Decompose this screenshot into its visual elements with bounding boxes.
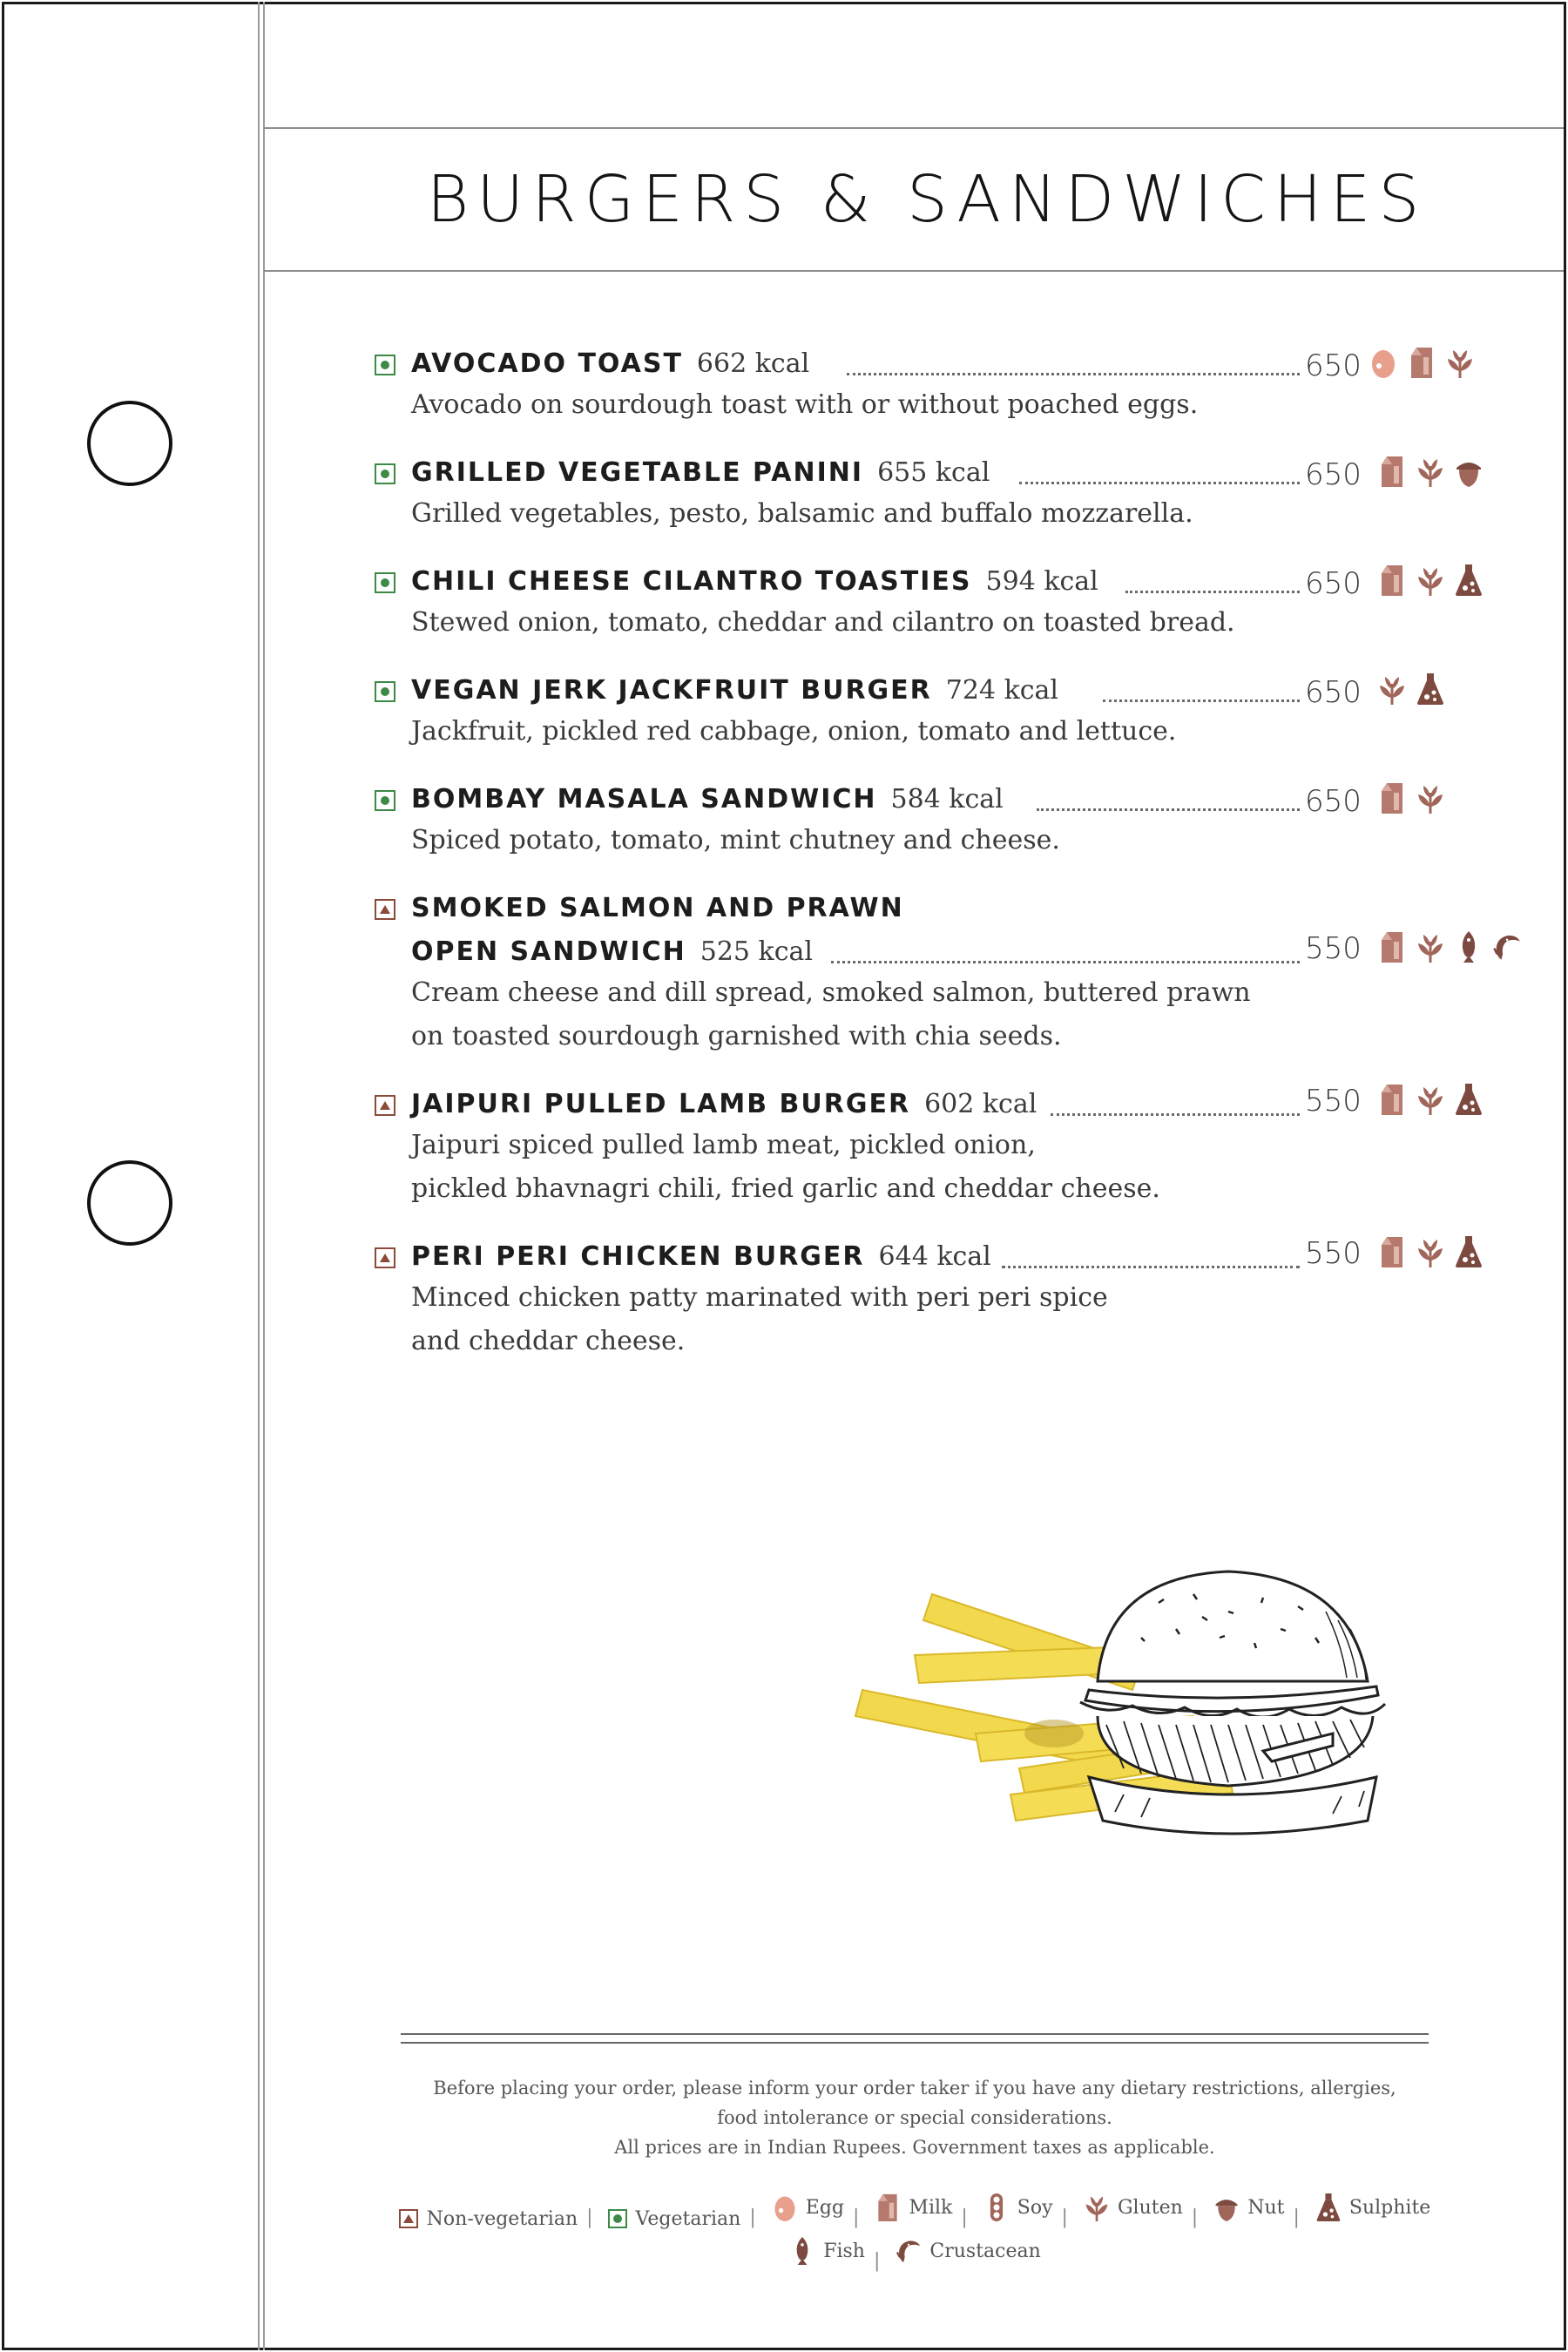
item-name: AVOCADO TOAST [411,348,683,379]
veg-mark [375,355,395,375]
allergy-notice [383,2073,1446,2162]
legend-sulphite [1315,2192,1430,2223]
legend-label: Vegetarian [635,2207,741,2230]
item-name: BOMBAY MASALA SANDWICH [411,784,877,814]
item-heading [411,566,1098,597]
nonveg-mark [375,899,395,920]
item-kcal: 584 kcal [890,784,1004,814]
notice-line: All prices are in Indian Rupees. Government taxes as applicable. [614,2137,1215,2158]
dot-leader [1103,700,1300,702]
item-name: PERI PERI CHICKEN BURGER [411,1241,865,1272]
gluten-icon [1415,929,1446,964]
crustacean-icon [895,2235,923,2267]
soy-icon [983,2192,1010,2223]
nonveg-mark [375,1247,395,1268]
veg-mark [608,2209,627,2228]
burger-illustration [1080,1571,1385,1834]
item-name: CHILI CHEESE CILANTRO TOASTIES [411,566,972,597]
item-name: JAIPURI PULLED LAMB BURGER [411,1089,911,1119]
legend-fish [788,2235,865,2267]
legend-milk [874,2192,952,2223]
gluten-icon [1376,672,1408,706]
legend: Non-vegetarian | Vegetarian | Egg | Milk | Soy | Gluten | Nut | Sulphite [366,2192,1463,2230]
item-price: 650 [1305,675,1362,710]
veg-mark [375,681,395,702]
spine-line [263,2,265,2350]
item-heading [411,1241,991,1272]
page-title: BURGERS & SANDWICHES [426,162,1428,237]
milk-icon [1376,454,1408,489]
footer-divider [401,2033,1429,2035]
legend-label: Crustacean [929,2240,1041,2262]
gluten-icon [1083,2192,1111,2223]
legend: Fish | Crustacean [366,2235,1463,2272]
item-kcal: 594 kcal [985,566,1098,597]
veg-mark [375,572,395,593]
item-kcal: 662 kcal [696,348,810,379]
dot-leader [1051,1113,1300,1116]
item-name: VEGAN JERK JACKFRUIT BURGER [411,675,932,706]
legend-label: Nut [1247,2196,1285,2219]
notice-line: Before placing your order, please inform your order taker if you have any dietary restrictions, allergies, [433,2078,1396,2099]
footer-divider [401,2042,1429,2044]
item-heading [411,936,813,967]
legend-label: Non-vegetarian [426,2207,578,2230]
notice-line: food intolerance or special considerations. [717,2107,1112,2128]
item-name: SMOKED SALMON AND PRAWN [411,893,904,923]
milk-icon [1376,929,1408,964]
egg-icon [1368,345,1399,380]
legend-label: Gluten [1117,2196,1183,2219]
milk-icon [1406,345,1437,380]
legend-label: Sulphite [1348,2196,1431,2219]
dot-leader [831,961,1300,963]
dot-leader [1019,482,1300,484]
item-description: and cheddar cheese. [411,1326,686,1356]
item-heading [411,1089,1037,1119]
sulphite-icon [1315,2192,1342,2223]
item-description: Cream cheese and dill spread, smoked salmon, buttered prawn [411,977,1251,1008]
item-price: 650 [1305,784,1362,819]
sulphite-icon [1415,672,1446,706]
dot-leader [847,373,1300,375]
sulphite-icon [1453,1082,1484,1117]
milk-icon [1376,1234,1408,1269]
item-heading [411,457,990,488]
dot-leader [1037,808,1300,811]
gluten-icon [1415,563,1446,598]
item-description: Jackfruit, pickled red cabbage, onion, tomato and lettuce. [411,716,1177,747]
fish-icon [1453,929,1484,964]
legend-label: Milk [909,2196,953,2219]
legend-label: Fish [823,2240,865,2262]
binder-hole [87,1160,172,1246]
crustacean-icon [1491,929,1523,964]
milk-icon [1376,781,1408,815]
allergen-icons [1376,1234,1484,1269]
legend-soy [983,2192,1053,2223]
item-description: Spiced potato, tomato, mint chutney and cheese. [411,825,1060,855]
allergen-icons [1376,672,1446,706]
legend-label: Soy [1017,2196,1053,2219]
item-price: 650 [1305,457,1362,492]
spine-line [258,2,260,2350]
item-price: 550 [1305,931,1362,966]
item-description: Minced chicken patty marinated with peri peri spice [411,1282,1108,1313]
sulphite-icon [1453,563,1484,598]
veg-mark [375,790,395,811]
milk-icon [874,2192,902,2223]
item-price: 650 [1305,566,1362,601]
legend-veg [608,2208,741,2230]
item-heading [411,348,809,379]
item-kcal: 655 kcal [877,457,990,488]
nut-icon [1213,2192,1240,2223]
milk-icon [1376,1082,1408,1117]
dot-leader [1002,1266,1300,1268]
allergen-icons [1376,563,1484,598]
item-price: 650 [1305,348,1362,383]
item-price: 550 [1305,1084,1362,1119]
legend-gluten [1083,2192,1183,2223]
allergen-icons [1376,454,1484,489]
fish-icon [788,2235,816,2267]
item-description: Avocado on sourdough toast with or without poached eggs. [411,389,1199,420]
item-description: Grilled vegetables, pesto, balsamic and buffalo mozzarella. [411,498,1193,529]
sulphite-icon [1453,1234,1484,1269]
item-name: GRILLED VEGETABLE PANINI [411,457,864,488]
item-description: pickled bhavnagri chili, fried garlic and cheddar cheese. [411,1173,1160,1204]
legend-label: Egg [805,2196,844,2219]
gluten-icon [1415,454,1446,489]
item-heading [411,784,1004,814]
item-heading [411,675,1058,706]
allergen-icons [1376,781,1446,815]
legend-egg [771,2192,844,2223]
legend-crustacean [895,2235,1040,2267]
item-kcal: 644 kcal [878,1241,991,1272]
allergen-icons [1376,929,1523,964]
item-price: 550 [1305,1236,1362,1271]
nut-icon [1453,454,1484,489]
milk-icon [1376,563,1408,598]
item-kcal: 602 kcal [924,1089,1037,1119]
egg-icon [771,2192,799,2223]
item-kcal: 525 kcal [700,936,814,967]
legend-nonveg [399,2208,578,2230]
gluten-icon [1415,1234,1446,1269]
gluten-icon [1415,1082,1446,1117]
item-name-line-2: OPEN SANDWICH [411,936,686,967]
allergen-icons [1368,345,1476,380]
item-description: Jaipuri spiced pulled lamb meat, pickled onion, [411,1130,1036,1160]
item-description: Stewed onion, tomato, cheddar and cilantro on toasted bread. [411,607,1235,638]
allergen-icons [1376,1082,1484,1117]
nonveg-mark [375,1095,395,1116]
burger-fries-illustration [845,1559,1420,1908]
gluten-icon [1444,345,1476,380]
binder-hole [87,401,172,486]
legend-nut [1213,2192,1284,2223]
title-band [264,127,1564,272]
dot-leader [1125,591,1300,593]
item-description: on toasted sourdough garnished with chia seeds. [411,1021,1062,1051]
veg-mark [375,463,395,484]
nonveg-mark [399,2209,418,2228]
gluten-icon [1415,781,1446,815]
item-heading [411,893,904,923]
item-kcal: 724 kcal [945,675,1059,706]
